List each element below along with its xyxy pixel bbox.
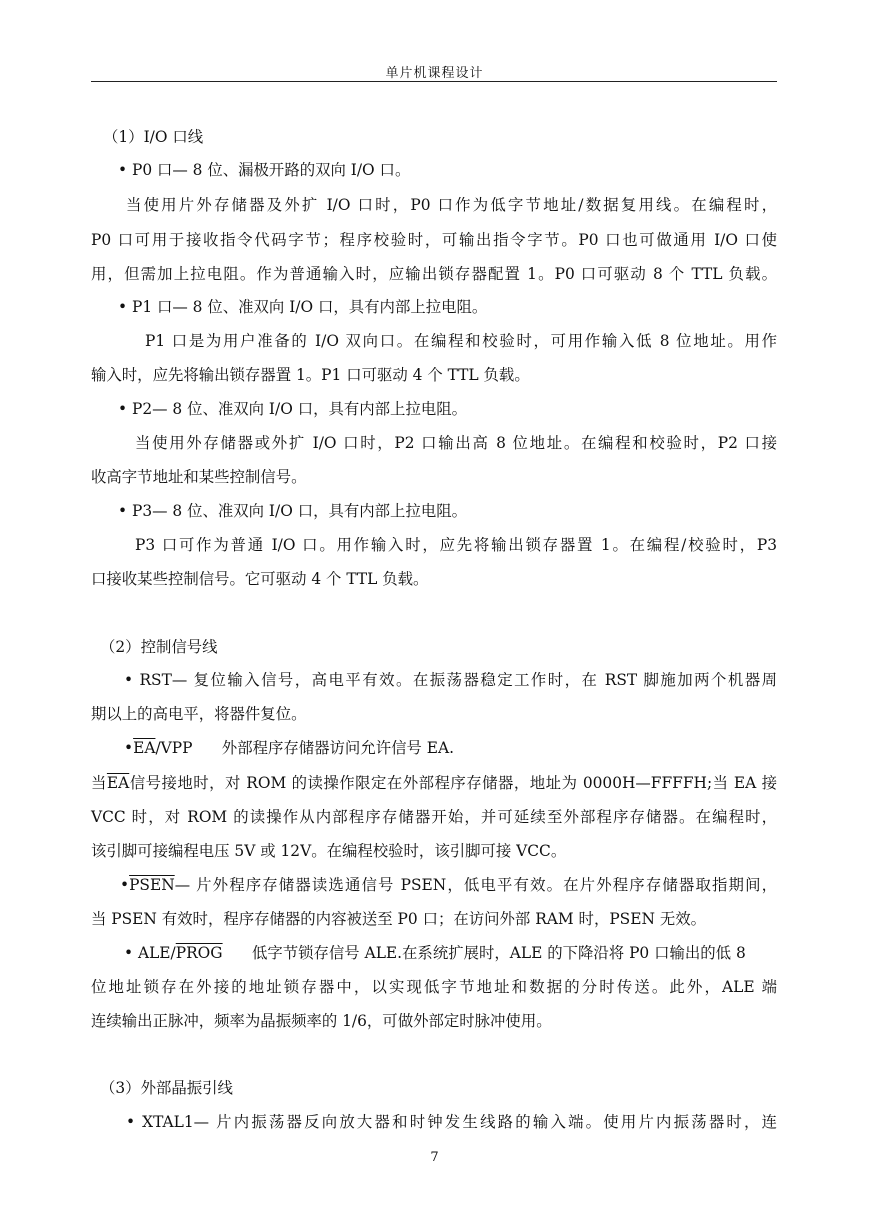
- paragraph-line: 该引脚可接编程电压 5V 或 12V。在编程校验时，该引脚可接 VCC。: [91, 842, 567, 860]
- bullet-ale-prog: [124, 943, 810, 963]
- bullet-rst: • RST— 复位输入信号，高电平有效。在振荡器稳定工作时，在 RST 脚施加两个机器周: [124, 671, 777, 689]
- paragraph-line: P0 口可用于接收指令代码字节；程序校验时，可输出指令字节。P0 口也可做通用 I/O 口使: [91, 231, 777, 249]
- paragraph-line: 口接收某些控制信号。它可驱动 4 个 TTL 负载。: [91, 570, 429, 588]
- paragraph-line: 当使用片外存储器及外扩 I/O 口时，P0 口作为低字节地址/数据复用线。在编程时，: [126, 196, 777, 214]
- paragraph-line: 位地址锁存在外接的地址锁存器中，以实现低字节地址和数据的分时传送。此外，ALE 端: [91, 978, 777, 996]
- psen-overline-label: PSEN: [129, 876, 175, 894]
- text-fragment: • ALE/: [124, 944, 176, 962]
- page-number: 7: [430, 1150, 439, 1165]
- bullet-p0: • P0 口— 8 位、漏极开路的双向 I/O 口。: [118, 161, 411, 179]
- bullet-dot: •: [124, 739, 134, 757]
- paragraph-line: 用，但需加上拉电阻。作为普通输入时，应输出锁存器配置 1。P0 口可驱动 8 个 TTL 负载。: [91, 265, 777, 283]
- paragraph-line: [91, 773, 777, 793]
- paragraph-line: P3 口可作为普通 I/O 口。用作输入时，应先将输出锁存器置 1。在编程/校验时，P3: [135, 536, 777, 554]
- paragraph-line: 收高字节地址和某些控制信号。: [91, 468, 307, 486]
- bullet-ea-vpp: [124, 738, 810, 758]
- header-rule: [91, 81, 777, 82]
- text-fragment: 信号接地时，对 ROM 的读操作限定在外部程序存储器，地址为 0000H—FFFFH;当 EA 接: [129, 774, 777, 792]
- bullet-text: 低字节锁存信号 ALE.在系统扩展时，ALE 的下降沿将 P0 口输出的低 8: [222, 944, 746, 962]
- paragraph-line: 连续输出正脉冲，频率为晶振频率的 1/6，可做外部定时脉冲使用。: [91, 1012, 552, 1030]
- bullet-p1: • P1 口— 8 位、准双向 I/O 口，具有内部上拉电阻。: [118, 298, 488, 316]
- bullet-psen: [120, 875, 777, 895]
- bullet-dot: •: [120, 876, 130, 894]
- bullet-text: — 片外程序存储器读选通信号 PSEN，低电平有效。在片外程序存储器取指期间，: [174, 876, 777, 894]
- bullet-xtal1: • XTAL1— 片内振荡器反向放大器和时钟发生线路的输入端。使用片内振荡器时，连: [126, 1113, 777, 1131]
- bullet-text: /VPP 外部程序存储器访问允许信号 EA.: [155, 739, 455, 757]
- paragraph-line: 输入时，应先将输出锁存器置 1。P1 口可驱动 4 个 TTL 负载。: [91, 366, 530, 384]
- bullet-p3: • P3— 8 位、准双向 I/O 口，具有内部上拉电阻。: [118, 502, 468, 520]
- paragraph-line: 当使用外存储器或外扩 I/O 口时，P2 口输出高 8 位地址。在编程和校验时，P2 口接: [135, 434, 777, 452]
- ea-overline-label: $\overline{EA}$: [106, 774, 130, 792]
- section-heading-control: （2）控制信号线: [100, 638, 218, 656]
- text-fragment: 当: [91, 774, 107, 792]
- bullet-p2: • P2— 8 位、准双向 I/O 口，具有内部上拉电阻。: [118, 400, 468, 418]
- prog-overline-label: PROG: [175, 944, 223, 962]
- section-heading-io: （1）I/O 口线: [103, 128, 204, 146]
- paragraph-line: P1 口是为用户准备的 I/O 双向口。在编程和校验时，可用作输入低 8 位地址。用作: [145, 332, 777, 350]
- paragraph-line: VCC 时，对 ROM 的读操作从内部程序存储器开始，并可延续至外部程序存储器。在编程时，: [91, 808, 777, 826]
- paragraph-line: 期以上的高电平，将器件复位。: [91, 705, 307, 723]
- section-heading-crystal: （3）外部晶振引线: [100, 1079, 233, 1097]
- running-header: 单片机课程设计: [385, 66, 484, 81]
- paragraph-line: 当 PSEN 有效时，程序存储器的内容被送至 P0 口；在访问外部 RAM 时，PSEN 无效。: [91, 910, 706, 928]
- ea-overline-label: $\overline{EA}$: [133, 739, 156, 757]
